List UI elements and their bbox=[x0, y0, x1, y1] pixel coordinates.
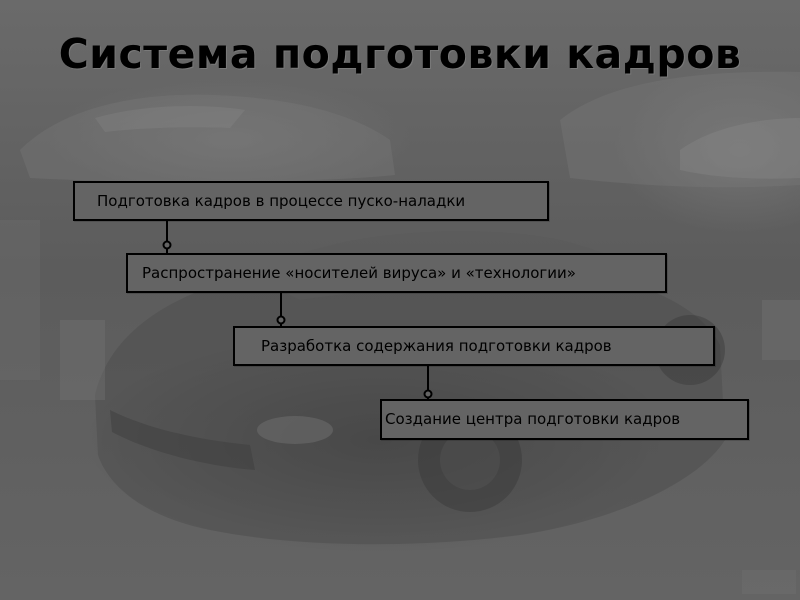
step-label: Создание центра подготовки кадров bbox=[385, 410, 681, 428]
step-label: Распространение «носителей вируса» и «технологии» bbox=[142, 263, 576, 282]
step-label: Разработка содержания подготовки кадров bbox=[261, 336, 612, 355]
step-box-training-center bbox=[380, 399, 749, 440]
step-box-commissioning-training bbox=[73, 181, 549, 221]
step-label: Подготовка кадров в процессе пуско-наладки bbox=[97, 191, 466, 210]
step-box-dissemination bbox=[126, 253, 667, 293]
slide-title: Система подготовки кадров bbox=[58, 30, 742, 78]
step-box-content-development bbox=[233, 326, 715, 366]
